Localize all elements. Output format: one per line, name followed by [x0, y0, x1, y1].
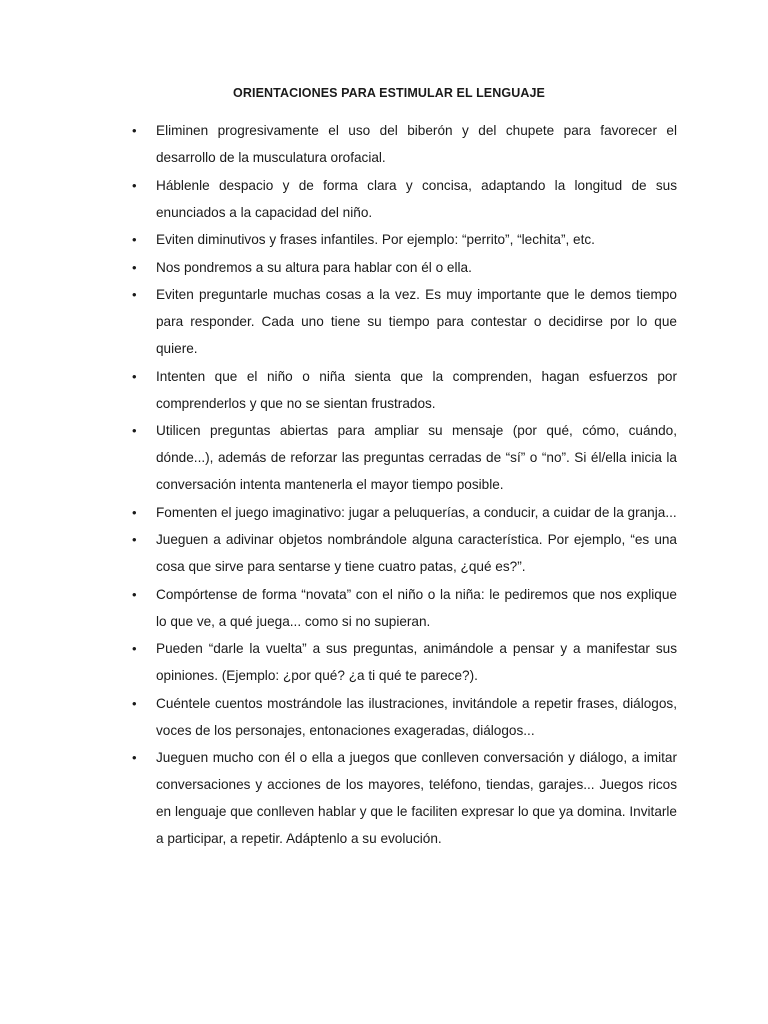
list-item-text: Háblenle despacio y de forma clara y concisa, adaptando la longitud de sus enunciados a la capacidad del niño.: [156, 177, 677, 220]
bullet-icon: •: [132, 232, 137, 247]
bullet-icon: •: [132, 641, 137, 656]
list-item: [132, 226, 677, 253]
list-item-text: Eliminen progresivamente el uso del biberón y del chupete para favorecer el desarrollo de la musculatura orofacial.: [156, 123, 677, 165]
list-item: [132, 499, 677, 526]
list-item-text: Jueguen a adivinar objetos nombrándole alguna característica. Por ejemplo, “es una cosa que sirve para sentarse y tiene cuatro patas, ¿qué es?”.: [156, 532, 677, 574]
list-item: [132, 172, 677, 226]
list-item-text: Pueden “darle la vuelta” a sus preguntas, animándole a pensar y a manifestar sus opiniones. (Ejemplo: ¿por qué? ¿a ti qué te parece?).: [156, 641, 677, 683]
bullet-icon: •: [132, 750, 137, 765]
list-item: [132, 690, 677, 744]
bullet-icon: •: [132, 504, 137, 520]
list-item: [132, 635, 677, 689]
bullet-icon: •: [132, 177, 137, 193]
list-item: [132, 526, 677, 580]
list-item: [132, 581, 677, 635]
bullet-icon: •: [132, 586, 137, 602]
list-item: [132, 117, 677, 171]
bullet-icon: •: [132, 123, 137, 138]
list-item: [132, 417, 677, 498]
bullet-icon: •: [132, 259, 137, 275]
document-title: ORIENTACIONES PARA ESTIMULAR EL LENGUAJE: [233, 86, 545, 100]
list-item-text: Nos pondremos a su altura para hablar con él o ella.: [156, 259, 472, 275]
bullet-icon: •: [132, 695, 137, 711]
bullet-icon: •: [132, 287, 137, 302]
list-item-text: Cuéntele cuentos mostrándole las ilustraciones, invitándole a repetir frases, diálogos, voces de los personajes, entonaciones exageradas, diálogos...: [156, 695, 677, 738]
list-item: [132, 363, 677, 417]
list-item-text: Fomenten el juego imaginativo: jugar a peluquerías, a conducir, a cuidar de la granja...: [156, 504, 677, 520]
list-item-text: Jueguen mucho con él o ella a juegos que conlleven conversación y diálogo, a imitar conversaciones y acciones de los mayores, teléfono, tiendas, garajes... Juegos ricos en lenguaje que conlleven hablar y que le faciliten expresar lo que ya domina. Invitarle a participar, a repetir. Adáptenlo a su evolución.: [156, 750, 677, 846]
list-item: [132, 254, 677, 281]
list-item-text: Intenten que el niño o niña sienta que la comprenden, hagan esfuerzos por comprenderlos y que no se sientan frustrados.: [156, 368, 677, 411]
list-item-text: Eviten preguntarle muchas cosas a la vez. Es muy importante que le demos tiempo para responder. Cada uno tiene su tiempo para contestar o decidirse por lo que quiere.: [156, 287, 677, 356]
bullet-icon: •: [132, 423, 137, 438]
list-item: [132, 744, 677, 852]
list-item-text: Eviten diminutivos y frases infantiles. Por ejemplo: “perrito”, “lechita”, etc.: [156, 232, 595, 247]
bullet-icon: •: [132, 368, 137, 384]
bullet-icon: •: [132, 532, 137, 547]
guidelines-list: [132, 117, 677, 853]
list-item-text: Compórtense de forma “novata” con el niño o la niña: le pediremos que nos explique lo que ve, a qué juega... como si no supieran.: [156, 586, 677, 629]
list-item: [132, 281, 677, 362]
list-item-text: Utilicen preguntas abiertas para ampliar su mensaje (por qué, cómo, cuándo, dónde...), además de reforzar las preguntas cerradas de “sí” o “no”. Si él/ella inicia la conversación intenta mantenerla el mayor tiempo posible.: [156, 423, 677, 492]
